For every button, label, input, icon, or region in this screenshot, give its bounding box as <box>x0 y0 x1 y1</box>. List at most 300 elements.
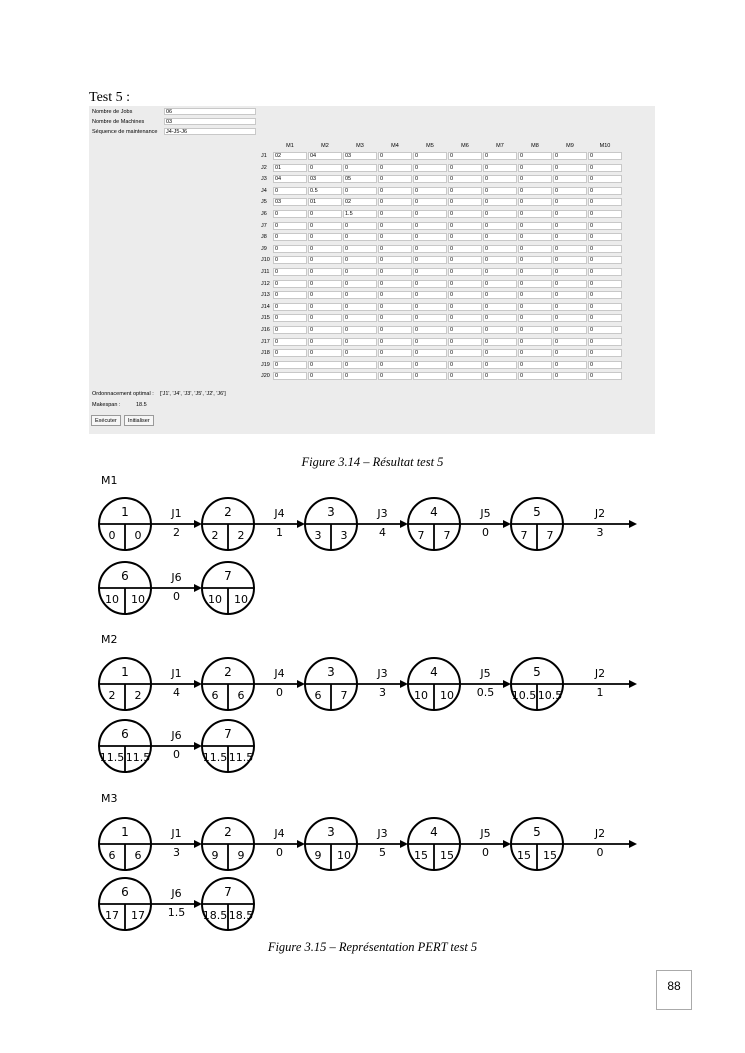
grid-cell[interactable]: 0 <box>378 187 412 195</box>
grid-cell[interactable]: 0 <box>308 245 342 253</box>
grid-cell[interactable]: 0 <box>588 314 622 322</box>
pert-edge-job: J1 <box>171 827 182 840</box>
pert-edge-duration: 0 <box>482 846 489 859</box>
grid-cell[interactable]: 0 <box>378 152 412 160</box>
grid-cell[interactable]: 0 <box>378 280 412 288</box>
pert-edge-job: J6 <box>171 571 182 584</box>
grid-cell[interactable]: 0 <box>553 326 587 334</box>
grid-cell[interactable]: 0 <box>413 245 447 253</box>
grid-cell[interactable]: 0 <box>413 291 447 299</box>
pert-edge-duration: 1.5 <box>167 906 186 919</box>
grid-cell[interactable]: 0 <box>518 280 552 288</box>
grid-cell[interactable]: 0 <box>448 326 482 334</box>
pert-diagram-m3-row2 <box>95 870 655 940</box>
pert-node-earliest: 10.5 <box>511 689 537 702</box>
grid-cell[interactable]: 0 <box>413 187 447 195</box>
pert-diagram-m2-row2 <box>95 712 655 782</box>
grid-cell[interactable]: 0 <box>448 291 482 299</box>
grid-cell[interactable]: 0 <box>448 152 482 160</box>
pert-edge-job: J3 <box>377 827 388 840</box>
pert-node-earliest: 7 <box>417 529 425 542</box>
grid-cell[interactable]: 04 <box>273 175 307 183</box>
pert-node-earliest: 10 <box>414 689 428 702</box>
pert-edge-job: J4 <box>274 827 285 840</box>
grid-cell[interactable]: 0 <box>483 233 517 241</box>
grid-cell[interactable]: 0 <box>378 222 412 230</box>
pert-arrowhead <box>194 680 202 688</box>
execute-button[interactable]: Exécuter <box>91 415 121 426</box>
makespan-value: 18.5 <box>136 402 147 408</box>
grid-cell[interactable]: 0 <box>308 303 342 311</box>
grid-cell[interactable]: 0 <box>273 268 307 276</box>
row-header: J3 <box>261 176 267 183</box>
grid-cell[interactable]: 0 <box>308 210 342 218</box>
pert-node-number: 7 <box>224 727 232 741</box>
grid-cell[interactable]: 0 <box>448 210 482 218</box>
pert-edge-duration: 1 <box>276 526 283 539</box>
grid-cell[interactable]: 0 <box>588 175 622 183</box>
grid-cell[interactable]: 0 <box>273 361 307 369</box>
grid-cell[interactable]: 0 <box>483 303 517 311</box>
grid-cell[interactable]: 0 <box>448 187 482 195</box>
grid-cell[interactable]: 0 <box>308 164 342 172</box>
grid-cell[interactable]: 0 <box>413 338 447 346</box>
grid-cell[interactable]: 0 <box>448 349 482 357</box>
grid-cell[interactable]: 0 <box>518 210 552 218</box>
reset-button[interactable]: Initialiser <box>124 415 154 426</box>
grid-cell[interactable]: 0 <box>378 210 412 218</box>
grid-cell[interactable]: 0 <box>308 361 342 369</box>
grid-cell[interactable]: 0 <box>413 326 447 334</box>
grid-cell[interactable]: 0 <box>413 152 447 160</box>
grid-cell[interactable]: 0 <box>413 349 447 357</box>
grid-cell[interactable]: 0 <box>483 198 517 206</box>
grid-cell[interactable]: 0 <box>378 256 412 264</box>
grid-cell[interactable]: 0 <box>483 245 517 253</box>
grid-cell[interactable]: 0 <box>483 152 517 160</box>
grid-cell[interactable]: 0 <box>518 175 552 183</box>
grid-cell[interactable]: 0 <box>448 314 482 322</box>
grid-cell[interactable]: 0 <box>483 361 517 369</box>
grid-cell[interactable]: 0 <box>413 222 447 230</box>
pert-node-latest: 6 <box>134 849 142 862</box>
grid-cell[interactable]: 0 <box>413 233 447 241</box>
pert-node-number: 5 <box>533 665 541 679</box>
pert-node-earliest: 15 <box>517 849 531 862</box>
grid-cell[interactable]: 0 <box>413 372 447 380</box>
pert-arrowhead <box>503 840 511 848</box>
pert-node-latest: 15 <box>543 849 557 862</box>
pert-node-latest: 10 <box>234 593 248 606</box>
grid-cell[interactable]: 0 <box>378 361 412 369</box>
grid-cell[interactable]: 0 <box>343 361 377 369</box>
grid-cell[interactable]: 01 <box>308 198 342 206</box>
grid-cell[interactable]: 0 <box>448 268 482 276</box>
grid-cell[interactable]: 0 <box>413 256 447 264</box>
grid-cell[interactable]: 0 <box>308 349 342 357</box>
grid-cell[interactable]: 0 <box>588 233 622 241</box>
grid-cell[interactable]: 0 <box>378 245 412 253</box>
grid-cell[interactable]: 0 <box>378 372 412 380</box>
grid-cell[interactable]: 04 <box>308 152 342 160</box>
grid-cell[interactable]: 0 <box>448 372 482 380</box>
grid-cell[interactable]: 0 <box>273 326 307 334</box>
grid-cell[interactable]: 03 <box>343 152 377 160</box>
grid-cell[interactable]: 0 <box>413 198 447 206</box>
grid-cell[interactable]: 0 <box>273 314 307 322</box>
grid-cell[interactable]: 0 <box>518 372 552 380</box>
grid-cell[interactable]: 0 <box>413 314 447 322</box>
grid-cell[interactable]: 01 <box>273 164 307 172</box>
grid-cell[interactable]: 0 <box>588 361 622 369</box>
grid-cell[interactable]: 0 <box>518 233 552 241</box>
grid-cell[interactable]: 0 <box>553 256 587 264</box>
grid-cell[interactable]: 0 <box>518 256 552 264</box>
grid-cell[interactable]: 0 <box>553 372 587 380</box>
grid-cell[interactable]: 0 <box>448 245 482 253</box>
grid-cell[interactable]: 0 <box>343 291 377 299</box>
grid-cell[interactable]: 0 <box>343 222 377 230</box>
grid-cell[interactable]: 0 <box>273 187 307 195</box>
optimal-schedule-label: Ordonnacement optimal : <box>92 391 154 397</box>
grid-cell[interactable]: 0 <box>483 338 517 346</box>
grid-cell[interactable]: 0 <box>308 280 342 288</box>
grid-cell[interactable]: 03 <box>273 198 307 206</box>
pert-node-earliest: 10 <box>105 593 119 606</box>
grid-cell[interactable]: 0 <box>588 152 622 160</box>
pert-machine-label: M3 <box>101 792 118 805</box>
grid-cell[interactable]: 0 <box>273 338 307 346</box>
pert-edge-job: J5 <box>480 667 491 680</box>
pert-node-earliest: 6 <box>211 689 219 702</box>
grid-cell[interactable]: 0 <box>588 280 622 288</box>
pert-node-latest: 7 <box>546 529 554 542</box>
grid-cell[interactable]: 0 <box>553 245 587 253</box>
grid-cell[interactable]: 0 <box>588 187 622 195</box>
pert-node-number: 6 <box>121 569 129 583</box>
grid-cell[interactable]: 0 <box>588 256 622 264</box>
grid-cell[interactable]: 0 <box>553 164 587 172</box>
grid-cell[interactable]: 0 <box>518 314 552 322</box>
column-header: M6 <box>461 143 469 149</box>
pert-edge-job: J6 <box>171 887 182 900</box>
app-window <box>89 106 655 434</box>
grid-cell[interactable]: 0 <box>483 268 517 276</box>
grid-cell[interactable]: 0 <box>343 349 377 357</box>
pert-edge-job: J2 <box>594 667 606 680</box>
grid-cell[interactable]: 0 <box>518 187 552 195</box>
row-header: J9 <box>261 245 267 252</box>
grid-cell[interactable]: 0 <box>308 338 342 346</box>
grid-cell[interactable]: 0 <box>553 349 587 357</box>
pert-edge-duration: 4 <box>173 686 180 699</box>
pert-edge-duration: 0 <box>596 846 604 859</box>
grid-cell[interactable]: 0 <box>448 361 482 369</box>
grid-cell[interactable]: 0 <box>308 222 342 230</box>
grid-cell[interactable]: 0 <box>308 268 342 276</box>
grid-cell[interactable]: 0 <box>308 326 342 334</box>
grid-cell[interactable]: 0 <box>553 210 587 218</box>
row-header: J15 <box>261 315 270 322</box>
row-header: J6 <box>261 211 267 217</box>
grid-cell[interactable]: 0 <box>483 187 517 195</box>
grid-cell[interactable]: 0 <box>553 198 587 206</box>
grid-cell[interactable]: 0 <box>448 164 482 172</box>
grid-cell[interactable]: 0 <box>553 280 587 288</box>
row-header: J17 <box>261 338 270 345</box>
pert-arrowhead <box>400 680 408 688</box>
grid-cell[interactable]: 0 <box>413 268 447 276</box>
grid-cell[interactable]: 0 <box>273 303 307 311</box>
maintenance-sequence-input[interactable]: J4-J5-J6 <box>164 128 256 135</box>
pert-edge-job: J3 <box>377 667 388 680</box>
grid-cell[interactable]: 0 <box>308 314 342 322</box>
grid-cell[interactable]: 0 <box>343 164 377 172</box>
grid-cell[interactable]: 0 <box>518 222 552 230</box>
grid-cell[interactable]: 0 <box>553 303 587 311</box>
pert-arrowhead <box>194 840 202 848</box>
grid-cell[interactable]: 0 <box>273 291 307 299</box>
grid-cell[interactable]: 0 <box>308 291 342 299</box>
pert-node-number: 2 <box>224 505 232 519</box>
pert-node-latest: 3 <box>340 529 348 542</box>
grid-cell[interactable]: 0 <box>483 175 517 183</box>
grid-cell[interactable]: 0 <box>518 349 552 357</box>
grid-cell[interactable]: 0 <box>553 268 587 276</box>
grid-cell[interactable]: 0 <box>518 198 552 206</box>
grid-cell[interactable]: 0 <box>518 291 552 299</box>
grid-cell[interactable]: 0 <box>588 245 622 253</box>
grid-cell[interactable]: 0 <box>588 198 622 206</box>
column-header: M1 <box>286 143 294 149</box>
pert-arrowhead <box>400 520 408 528</box>
grid-cell[interactable]: 0 <box>553 291 587 299</box>
grid-cell[interactable]: 0 <box>273 280 307 288</box>
pert-node-earliest: 9 <box>314 849 322 862</box>
grid-cell[interactable]: 0 <box>343 372 377 380</box>
grid-cell[interactable]: 0 <box>553 222 587 230</box>
pert-arrowhead <box>629 840 637 848</box>
column-header: M10 <box>599 143 611 149</box>
grid-cell[interactable]: 02 <box>273 152 307 160</box>
grid-cell[interactable]: 05 <box>343 175 377 183</box>
grid-cell[interactable]: 0 <box>518 152 552 160</box>
grid-cell[interactable]: 03 <box>308 175 342 183</box>
grid-cell[interactable]: 0 <box>518 326 552 334</box>
grid-cell[interactable]: 0 <box>413 164 447 172</box>
grid-cell[interactable]: 0 <box>518 245 552 253</box>
grid-cell[interactable]: 0 <box>273 372 307 380</box>
grid-cell[interactable]: 0 <box>483 164 517 172</box>
pert-node-latest: 2 <box>237 529 245 542</box>
grid-cell[interactable]: 0 <box>448 256 482 264</box>
grid-cell[interactable]: 0 <box>378 198 412 206</box>
pert-node-latest: 9 <box>237 849 245 862</box>
grid-cell[interactable]: 0 <box>483 314 517 322</box>
grid-cell[interactable]: 0 <box>588 326 622 334</box>
grid-cell[interactable]: 0 <box>413 361 447 369</box>
pert-edge-job: J5 <box>480 507 491 520</box>
grid-cell[interactable]: 0 <box>588 291 622 299</box>
grid-cell[interactable]: 0 <box>308 372 342 380</box>
pert-edge-duration: 0 <box>173 748 180 761</box>
pert-node-latest: 7 <box>340 689 348 702</box>
grid-cell[interactable]: 0 <box>588 164 622 172</box>
pert-arrowhead <box>297 840 305 848</box>
pert-node-latest: 10 <box>131 593 145 606</box>
grid-cell[interactable]: 0 <box>553 338 587 346</box>
grid-cell[interactable]: 0 <box>588 268 622 276</box>
maintenance-sequence-label: Séquence de maintenance <box>92 129 158 135</box>
grid-cell[interactable]: 0 <box>378 303 412 311</box>
row-header: J2 <box>261 164 267 171</box>
grid-cell[interactable]: 0 <box>553 233 587 241</box>
pert-node-number: 5 <box>533 825 541 839</box>
pert-node-number: 7 <box>224 569 232 583</box>
pert-node-number: 1 <box>121 825 129 839</box>
grid-cell[interactable]: 0 <box>378 326 412 334</box>
grid-cell[interactable]: 0 <box>588 222 622 230</box>
grid-cell[interactable]: 0 <box>343 280 377 288</box>
grid-cell[interactable]: 0 <box>378 314 412 322</box>
pert-edge-duration: 3 <box>379 686 386 699</box>
figure-caption-3-15: Figure 3.15 – Représentation PERT test 5 <box>267 940 478 954</box>
grid-cell[interactable]: 0 <box>483 222 517 230</box>
grid-cell[interactable]: 0 <box>448 303 482 311</box>
grid-cell[interactable]: 0 <box>378 233 412 241</box>
grid-cell[interactable]: 0 <box>413 210 447 218</box>
grid-cell[interactable]: 0 <box>553 175 587 183</box>
nb-machines-input[interactable]: 03 <box>164 118 256 125</box>
grid-cell[interactable]: 0 <box>378 349 412 357</box>
grid-cell[interactable]: 0 <box>588 338 622 346</box>
grid-cell[interactable]: 0 <box>448 338 482 346</box>
grid-cell[interactable]: 0 <box>483 280 517 288</box>
grid-cell[interactable]: 0 <box>273 245 307 253</box>
grid-cell[interactable]: 0 <box>483 210 517 218</box>
grid-cell[interactable]: 0 <box>483 372 517 380</box>
pert-node-latest: 15 <box>440 849 454 862</box>
grid-cell[interactable]: 0 <box>378 268 412 276</box>
makespan-label: Makespan : <box>92 402 121 408</box>
pert-node-number: 2 <box>224 825 232 839</box>
grid-cell[interactable]: 0 <box>378 175 412 183</box>
pert-edge-duration: 2 <box>173 526 180 539</box>
pert-machine-label: M1 <box>101 474 118 487</box>
column-header: M5 <box>426 143 434 149</box>
grid-cell[interactable]: 0 <box>518 268 552 276</box>
pert-machine-label: M2 <box>101 633 118 646</box>
grid-cell[interactable]: 0 <box>343 268 377 276</box>
grid-cell[interactable]: 0 <box>273 210 307 218</box>
nb-jobs-input[interactable]: 06 <box>164 108 256 115</box>
pert-node-earliest: 15 <box>414 849 428 862</box>
grid-cell[interactable]: 0 <box>343 326 377 334</box>
pert-edge-duration: 4 <box>379 526 386 539</box>
pert-edge-duration: 0 <box>276 686 283 699</box>
pert-node-earliest: 2 <box>108 689 116 702</box>
grid-cell[interactable]: 0 <box>378 338 412 346</box>
grid-cell[interactable]: 0 <box>588 303 622 311</box>
grid-cell[interactable]: 0 <box>483 256 517 264</box>
grid-cell[interactable]: 0 <box>448 222 482 230</box>
pert-arrowhead <box>503 520 511 528</box>
pert-diagram-m1-row2 <box>95 554 655 624</box>
pert-arrowhead <box>400 840 408 848</box>
pert-node-earliest: 10 <box>208 593 222 606</box>
pert-arrowhead <box>194 584 202 592</box>
grid-cell[interactable]: 0 <box>448 233 482 241</box>
column-header: M4 <box>391 143 399 149</box>
grid-cell[interactable]: 0 <box>343 314 377 322</box>
grid-cell[interactable]: 0 <box>518 338 552 346</box>
grid-cell[interactable]: 0 <box>448 280 482 288</box>
grid-cell[interactable]: 0 <box>448 198 482 206</box>
grid-cell[interactable]: 0 <box>273 349 307 357</box>
grid-cell[interactable]: 0 <box>273 256 307 264</box>
grid-cell[interactable]: 0 <box>413 175 447 183</box>
grid-cell[interactable]: 0 <box>553 361 587 369</box>
row-header: J20 <box>261 373 270 380</box>
grid-cell[interactable]: 0 <box>588 349 622 357</box>
pert-node-earliest: 11.5 <box>99 751 125 764</box>
pert-arrowhead <box>297 680 305 688</box>
pert-node-earliest: 9 <box>211 849 219 862</box>
grid-cell[interactable]: 0 <box>518 164 552 172</box>
grid-cell[interactable]: 0 <box>588 210 622 218</box>
grid-cell[interactable]: 0 <box>343 187 377 195</box>
grid-cell[interactable]: 0 <box>378 164 412 172</box>
grid-cell[interactable]: 0 <box>343 256 377 264</box>
grid-cell[interactable]: 0 <box>483 326 517 334</box>
pert-edge-job: J1 <box>171 667 182 680</box>
grid-cell[interactable]: 02 <box>343 198 377 206</box>
grid-cell[interactable]: 0 <box>308 233 342 241</box>
pert-edge-duration: 3 <box>596 526 604 539</box>
grid-cell[interactable]: 0 <box>483 291 517 299</box>
pert-node-earliest: 0 <box>108 529 116 542</box>
grid-cell[interactable]: 0 <box>378 291 412 299</box>
row-header: J13 <box>261 292 270 299</box>
pert-node-number: 4 <box>430 665 438 679</box>
grid-cell[interactable]: 0 <box>448 175 482 183</box>
grid-cell[interactable]: 0 <box>553 152 587 160</box>
grid-cell[interactable]: 0 <box>343 233 377 241</box>
grid-cell[interactable]: 0 <box>518 303 552 311</box>
grid-cell[interactable]: 1.5 <box>343 210 377 218</box>
pert-edge-job: J3 <box>377 507 388 520</box>
grid-cell[interactable]: 0.5 <box>308 187 342 195</box>
row-header: J19 <box>261 361 270 368</box>
grid-cell[interactable]: 0 <box>273 222 307 230</box>
grid-cell[interactable]: 0 <box>343 338 377 346</box>
pert-edge-duration: 3 <box>173 846 180 859</box>
grid-cell[interactable]: 0 <box>588 372 622 380</box>
grid-cell[interactable]: 0 <box>308 256 342 264</box>
grid-cell[interactable]: 0 <box>343 245 377 253</box>
pert-node-earliest: 2 <box>211 529 219 542</box>
grid-cell[interactable]: 0 <box>273 233 307 241</box>
grid-cell[interactable]: 0 <box>553 314 587 322</box>
column-header: M2 <box>321 143 329 149</box>
grid-cell[interactable]: 0 <box>413 303 447 311</box>
pert-node-latest: 10 <box>337 849 351 862</box>
grid-cell[interactable]: 0 <box>553 187 587 195</box>
grid-cell[interactable]: 0 <box>518 361 552 369</box>
grid-cell[interactable]: 0 <box>483 349 517 357</box>
grid-cell[interactable]: 0 <box>343 303 377 311</box>
grid-cell[interactable]: 0 <box>413 280 447 288</box>
